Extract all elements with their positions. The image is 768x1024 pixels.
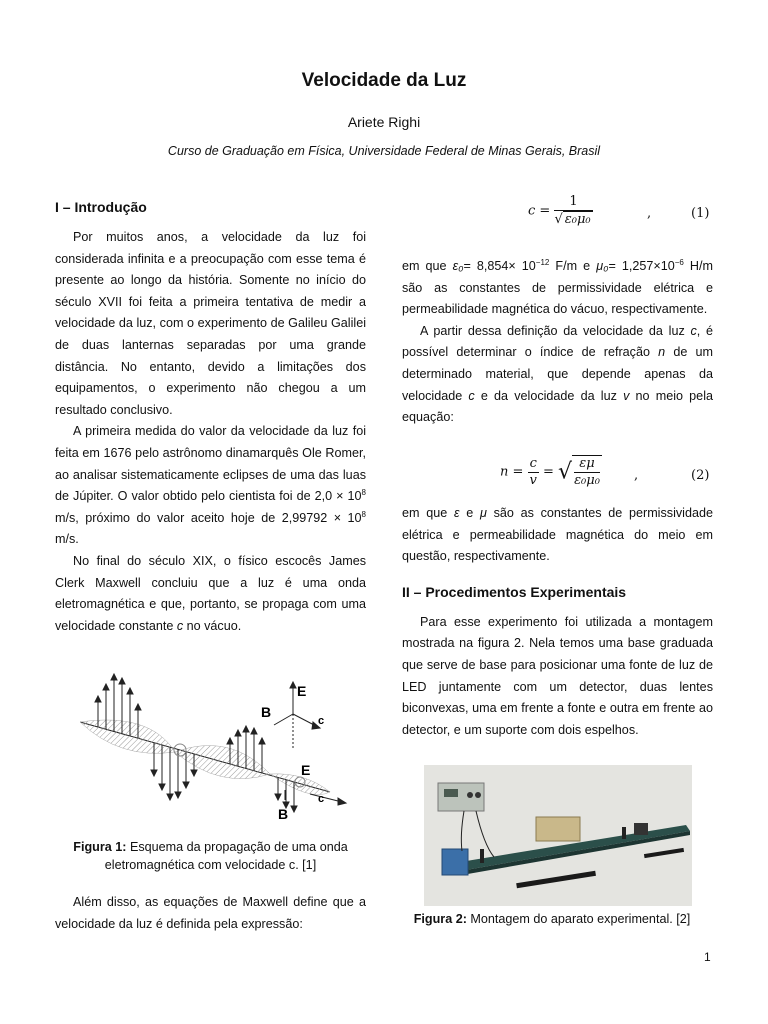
symbol-c: c <box>176 618 184 633</box>
text-run: , é possível determinar o índice de refração <box>402 323 713 360</box>
lens-holder <box>622 827 626 839</box>
eq2-den2: ε₀μ₀ <box>574 473 600 488</box>
section-heading-procedimentos: II – Procedimentos Experimentais <box>402 583 627 600</box>
detector <box>634 823 648 835</box>
left-column <box>55 197 366 637</box>
exponent: 8 <box>361 487 366 497</box>
eq1-den-text: ε₀μ₀ <box>564 212 591 227</box>
affiliation: Curso de Graduação em Física, Universidade Federal de Minas Gerais, Brasil <box>167 144 601 158</box>
caption-label: Figura 2: <box>413 912 467 926</box>
equation-2 <box>500 455 602 489</box>
right-column-upper <box>402 256 713 429</box>
symbol-mu0: μ₀ <box>596 259 609 273</box>
page-number: 1 <box>704 950 711 964</box>
eq2-sqrt-sign: √ <box>558 459 573 485</box>
symbol-mu: μ <box>479 506 487 520</box>
eq1-number: (1) <box>691 206 710 221</box>
symbol-eps0: ε₀ <box>452 259 464 273</box>
exponent: 8 <box>361 509 366 519</box>
eq2-number: (2) <box>691 468 710 483</box>
paper-title: Velocidade da Luz <box>301 70 467 91</box>
eq1-equals: = <box>539 203 551 219</box>
caption-text: Esquema da propagação de uma onda eletromagnética com velocidade c. [1] <box>104 840 348 872</box>
paragraph-intro-1: Por muitos anos, a velocidade da luz foi considerada infinita e a preocupação com esse tema é presente ao longo da história. Somente no início do século XVII foi feita a primeira tentativa de medir a velocidade da luz, com o experimento de Galileu Galilei de duas lanternas separadas por uma grande distância. No entanto, devido a limitações dos equipamentos, o experimento não chegou a um resultado conclusivo. <box>55 230 366 417</box>
text-run: são as constantes de permissividade elétrica e permeabilidade magnética do meio em questão, respectivamente. <box>402 506 713 564</box>
paragraph-intro-3 <box>55 551 366 637</box>
eq1-lhs: c <box>528 203 536 219</box>
symbol-eps: ε <box>453 506 460 520</box>
b-field-lobe <box>80 720 175 753</box>
text-run: A primeira medida do valor da velocidade da luz foi feita em 1676 pelo astrônomo dinamarquês Ole Romer, ao analisar sistematicamente eclipses de uma das luas de Júpiter. O valor obtido pelo cientista foi de 2,0 × 10 <box>55 424 366 504</box>
text-run: e <box>459 506 480 520</box>
b-field-lobe <box>175 746 270 779</box>
eq2-equals: = <box>512 464 524 480</box>
paragraph-constants <box>402 256 713 321</box>
label-c-top: c <box>318 715 325 727</box>
paragraph-intro-2 <box>55 421 366 551</box>
eq2-fraction-1 <box>528 456 539 489</box>
eq2-equals-2: = <box>542 464 554 480</box>
electronics-display <box>444 789 458 797</box>
caption-label: Figura 1: <box>73 840 127 854</box>
eq2-num2: εμ <box>574 456 600 473</box>
text-run: no vácuo. <box>183 618 242 633</box>
eq2-fraction-2 <box>572 455 602 489</box>
label-e-bottom: E <box>301 762 311 778</box>
led-source-box <box>442 849 468 875</box>
figure-2-caption <box>402 910 702 928</box>
text-run: em que <box>402 259 453 273</box>
label-b-bottom: B <box>278 806 289 822</box>
text-run: e da velocidade da luz <box>474 388 624 403</box>
electronics-knob <box>475 792 481 798</box>
symbol-n: n <box>658 345 666 360</box>
eq1-fraction <box>554 194 592 228</box>
text-run: H/m são as constantes de permissividade elétrica e permeabilidade magnética do vácuo, respectivamente. <box>402 259 713 317</box>
paragraph-medium-constants <box>402 503 713 568</box>
right-column-lower <box>402 503 713 741</box>
figure-2-apparatus-photo <box>424 765 692 906</box>
text-run: = 8,854× 10 <box>463 259 536 273</box>
text-run: de um determinado material, que depende apenas da velocidade <box>402 345 713 403</box>
caption-text: Montagem do aparato experimental. [2] <box>466 912 691 926</box>
symbol-v: v <box>623 388 630 403</box>
eq1-sqrt <box>563 211 593 228</box>
apparatus-drawing <box>424 765 692 906</box>
paragraph-procedures: Para esse experimento foi utilizada a montagem mostrada na figura 2. Nela temos uma base graduada que serve de base para posicionar uma fonte de luz de LED juntamente com um detector, duas lentes biconvexas, uma em frente a fonte e outra em frente ao detector, e um suporte com dois espelhos. <box>402 614 713 737</box>
label-e-top: E <box>297 683 307 699</box>
eq1-denominator: √ ε₀μ₀ <box>554 212 591 227</box>
exponent: −6 <box>674 257 684 267</box>
author-name: Ariete Righi <box>347 114 421 130</box>
equation-1 <box>528 194 593 228</box>
symbol-c: c <box>468 388 475 403</box>
text-run: No final do século XIX, o físico escocês James Clerk Maxwell concluiu que a luz é uma onda eletromagnética e que, portanto, se propaga com uma velocidade constante <box>55 553 366 633</box>
eq2-num1: c <box>529 455 537 471</box>
section-heading-introducao: I – Introdução <box>55 199 147 215</box>
paragraph-refraction <box>402 321 713 429</box>
paragraph-intro-4: Além disso, as equações de Maxwell define que a velocidade da luz é definida pela expressão: <box>55 895 366 931</box>
eq2-lhs: n <box>500 464 509 480</box>
text-run: m/s, próximo do valor aceito hoje de 2,99792 × 10 <box>55 510 362 525</box>
lens-holder <box>480 849 484 863</box>
label-c-bottom: c <box>318 793 325 805</box>
text-run: = 1,257×10 <box>608 259 675 273</box>
electronics-knob <box>467 792 473 798</box>
label-b-top: B <box>261 704 272 720</box>
eq1-comma: , <box>647 206 652 221</box>
eq1-numerator: 1 <box>554 194 592 211</box>
text-run: A partir dessa definição da velocidade da luz <box>420 323 691 338</box>
text-run: m/s. <box>55 532 79 547</box>
eq2-den1: v <box>529 472 537 488</box>
symbol-c: c <box>690 323 697 338</box>
figure-1-em-wave <box>80 672 370 822</box>
exponent: −12 <box>535 257 550 267</box>
mirror-support <box>536 817 580 841</box>
text-run: em que <box>402 506 454 520</box>
figure-1-caption <box>55 838 366 874</box>
eq2-comma: , <box>634 468 639 483</box>
text-run: F/m e <box>549 259 597 273</box>
left-column-bottom <box>55 892 366 935</box>
text-run: no meio pela equação: <box>402 388 713 425</box>
